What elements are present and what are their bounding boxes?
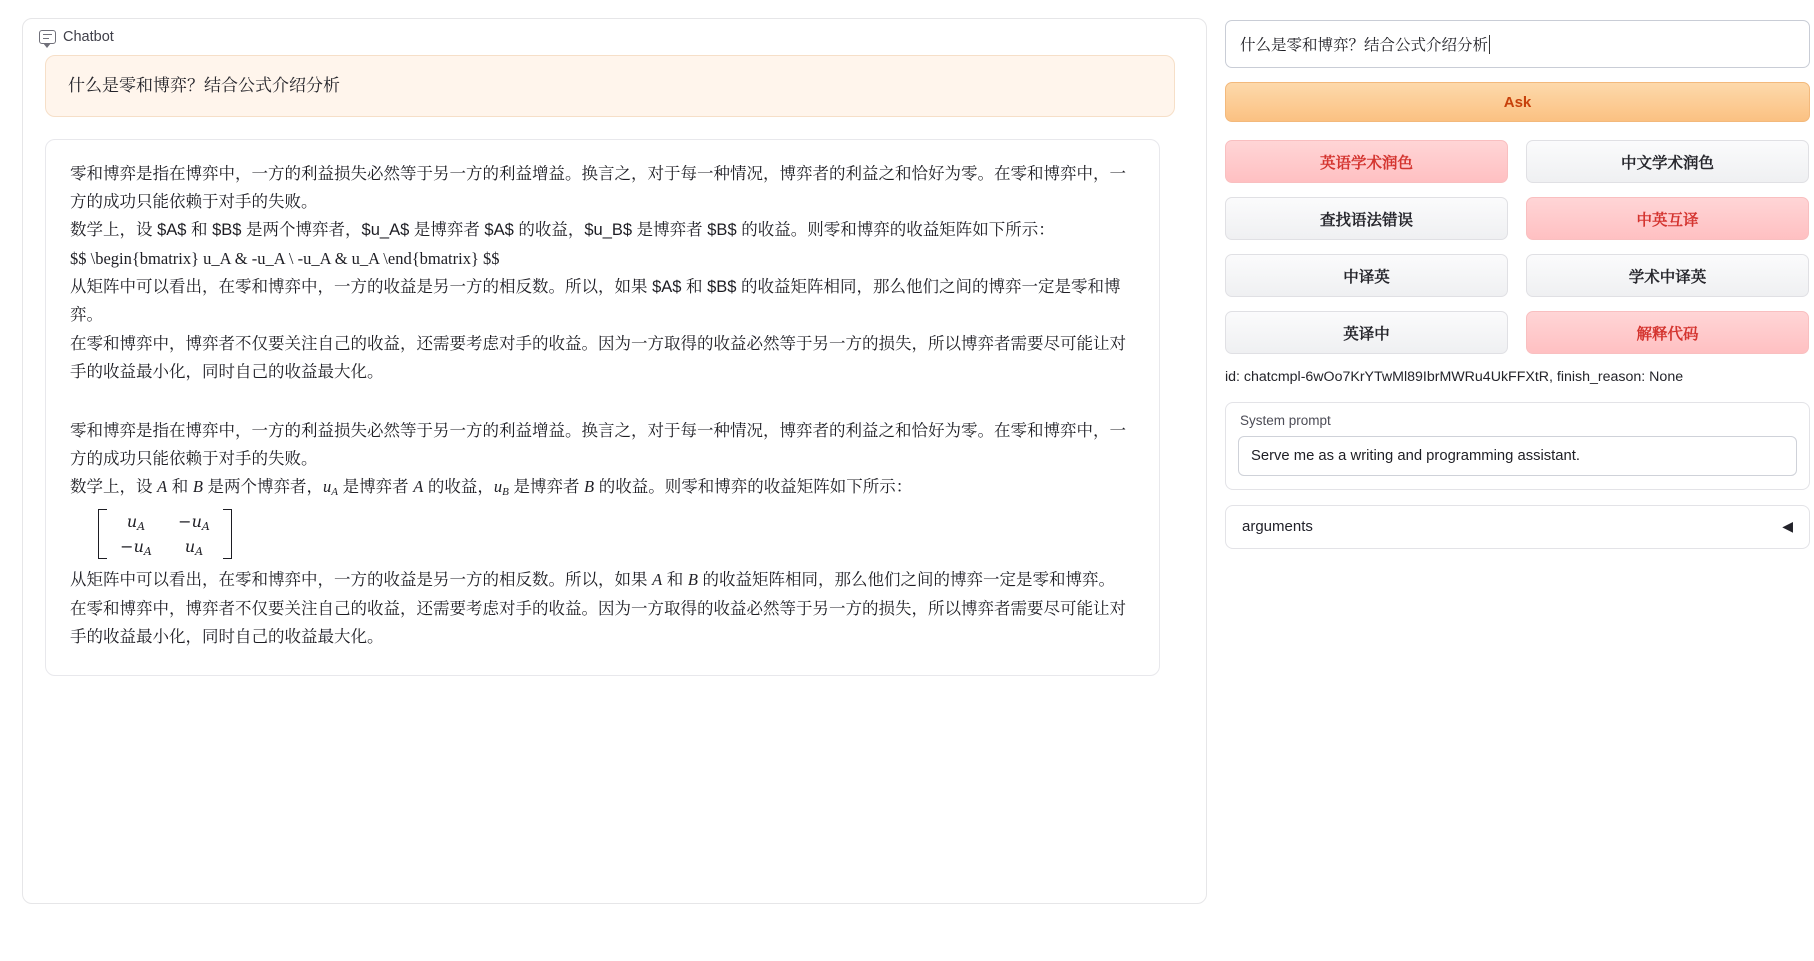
bot-raw-paragraph-2: 数学上，设 $A$ 和 $B$ 是两个博弈者，$u_A$ 是博弈者 $A$ 的收益，$u_B$ 是博弈者 $B$ 的收益。则零和博弈的收益矩阵如下所示：	[70, 221, 1055, 240]
bot-raw-paragraph-4: 从矩阵中可以看出，在零和博弈中，一方的收益是另一方的相反数。所以，如果 $A$ 和 $B$ 的收益矩阵相同，那么他们之间的博弈一定是零和博弈。	[70, 278, 1121, 325]
ask-button[interactable]: Ask	[1225, 82, 1810, 122]
action-button-explain-code[interactable]: 解释代码	[1526, 311, 1809, 354]
bot-rendered-paragraph-5: 在零和博弈中，博弈者不仅要关注自己的收益，还需要考虑对手的收益。因为一方取得的收益必然等于另一方的损失，所以博弈者需要尽可能让对手的收益最小化，同时自己的收益最大化。	[70, 599, 1126, 646]
query-input-value: 什么是零和博弈？结合公式介绍分析	[1240, 37, 1489, 54]
arguments-accordion[interactable]	[1225, 505, 1810, 549]
text-fragment: 和	[662, 571, 688, 590]
system-prompt-input[interactable]	[1238, 436, 1797, 476]
message-list	[23, 47, 1206, 676]
action-button-academic-zh-to-en[interactable]: 学术中译英	[1526, 254, 1809, 297]
text-fragment: 和	[167, 478, 193, 497]
system-prompt-value: Serve me as a writing and programming assistant.	[1251, 447, 1580, 464]
action-button-zh-to-en[interactable]: 中译英	[1225, 254, 1508, 297]
chatbot-header	[23, 19, 1206, 47]
response-meta-text: id: chatcmpl-6wOo7KrYTwMl89IbrMWRu4UkFFXtR, finish_reason: None	[1225, 369, 1684, 385]
action-button-find-grammar-errors[interactable]: 查找语法错误	[1225, 197, 1508, 240]
chatbot-panel-label: Chatbot	[63, 29, 114, 45]
message-separator	[70, 387, 1135, 417]
matrix-cell-01: $-u_A$	[178, 512, 210, 534]
chat-bubble-icon	[39, 30, 56, 44]
query-input[interactable]	[1225, 20, 1810, 68]
bot-raw-paragraph-1: 零和博弈是指在博弈中，一方的利益损失必然等于另一方的利益增益。换言之，对于每一种情况，博弈者的利益之和恰好为零。在零和博弈中，一方的成功只能依赖于对手的失败。	[70, 164, 1126, 211]
text-fragment: 数学上，设	[70, 478, 158, 497]
matrix-cell-10: $-u_A$	[120, 537, 152, 559]
bot-raw-tex-block: $$ \begin{bmatrix} u_A & -u_A \ -u_A & u_A \end{bmatrix} $$	[70, 248, 500, 268]
action-button-grid	[1225, 140, 1810, 354]
matrix-cells	[107, 509, 223, 559]
text-fragment: 是两个博弈者，	[202, 478, 324, 497]
math-var-B3: B	[687, 570, 698, 590]
text-fragment: 是博弈者	[338, 478, 414, 497]
action-button-english-polish[interactable]: 英语学术润色	[1225, 140, 1508, 183]
text-fragment: 的收益，	[423, 478, 494, 497]
chevron-left-icon: ◀	[1782, 518, 1793, 535]
chat-column	[22, 18, 1207, 904]
matrix-cell-11: $u_A$	[184, 537, 204, 559]
text-caret	[1489, 35, 1490, 54]
matrix-bracket-right	[223, 509, 232, 559]
math-var-B: B	[192, 477, 203, 497]
math-var-A3: A	[652, 570, 663, 590]
bot-rendered-paragraph-4	[70, 566, 1135, 594]
math-var-A2: A	[413, 477, 424, 497]
action-button-en-to-zh[interactable]: 英译中	[1225, 311, 1508, 354]
text-fragment: 从矩阵中可以看出，在零和博弈中，一方的收益是另一方的相反数。所以，如果	[70, 571, 653, 590]
bot-rendered-paragraph-1: 零和博弈是指在博弈中，一方的利益损失必然等于另一方的利益增益。换言之，对于每一种情况，博弈者的利益之和恰好为零。在零和博弈中，一方的成功只能依赖于对手的失败。	[70, 421, 1126, 468]
math-var-A: A	[157, 477, 168, 497]
matrix-bracket-left	[98, 509, 107, 559]
arguments-accordion-title: arguments	[1242, 518, 1313, 536]
bot-message-bubble	[45, 139, 1160, 677]
bot-raw-paragraph-5: 在零和博弈中，博弈者不仅要关注自己的收益，还需要考虑对手的收益。因为一方取得的收益必然等于另一方的损失，所以博弈者需要尽可能让对手的收益最小化，同时自己的收益最大化。	[70, 334, 1126, 382]
user-message-bubble: 什么是零和博弈？结合公式介绍分析	[45, 55, 1175, 117]
math-var-B2: B	[584, 477, 595, 497]
action-button-chinese-polish[interactable]: 中文学术润色	[1526, 140, 1809, 183]
controls-column	[1225, 18, 1810, 549]
math-var-uA: $u_A$	[323, 477, 339, 499]
text-fragment: 的收益矩阵相同，那么他们之间的博弈一定是零和博弈。	[697, 571, 1116, 590]
math-var-uB: $u_B$	[493, 477, 509, 499]
system-prompt-label: System prompt	[1240, 412, 1331, 428]
system-prompt-panel	[1225, 402, 1810, 490]
payoff-matrix	[98, 508, 1135, 560]
matrix-cell-00: $u_A$	[126, 512, 146, 534]
action-button-zh-en-mutual-translate[interactable]: 中英互译	[1526, 197, 1809, 240]
chatbot-panel	[22, 18, 1207, 904]
bot-rendered-paragraph-2	[70, 473, 1135, 502]
text-fragment: 是博弈者	[508, 478, 585, 497]
text-fragment: 的收益。则零和博弈的收益矩阵如下所示：	[594, 478, 913, 497]
